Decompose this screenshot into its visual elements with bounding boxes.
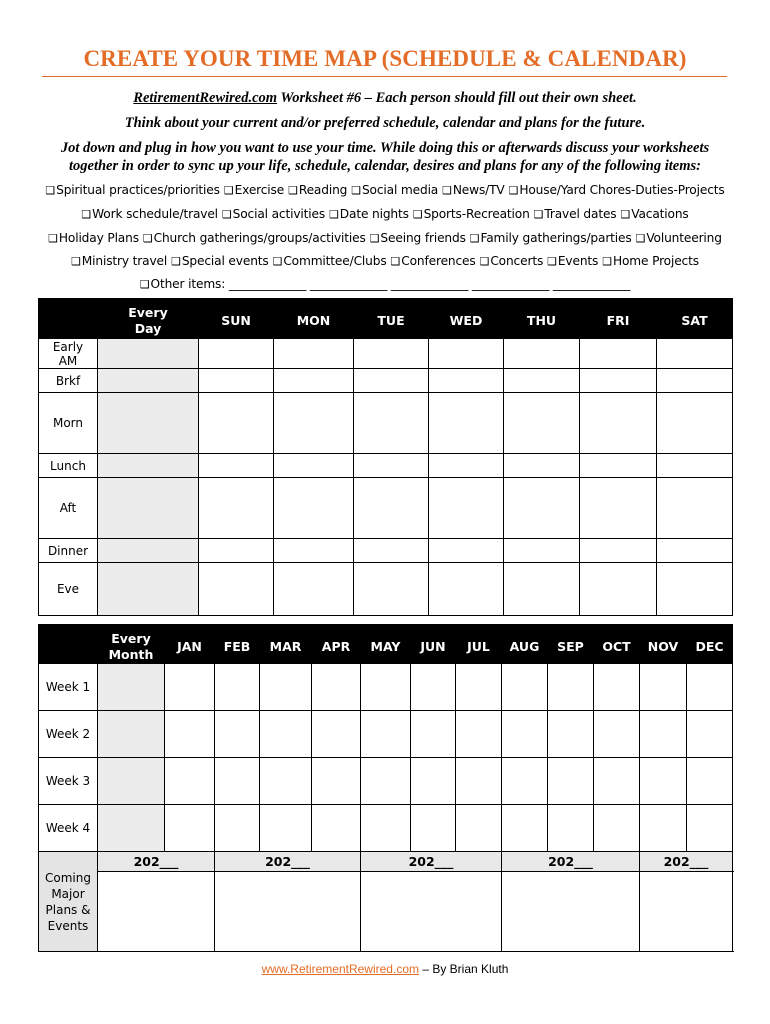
day-header-tue: TUE bbox=[354, 299, 429, 339]
activity-item[interactable] bbox=[621, 207, 689, 221]
every-month-cell[interactable] bbox=[98, 664, 165, 711]
plans-cell[interactable] bbox=[640, 872, 733, 952]
every-day-cell[interactable] bbox=[98, 369, 199, 393]
activity-items-line bbox=[0, 254, 770, 268]
activity-item[interactable] bbox=[143, 231, 366, 245]
every-month-cell[interactable] bbox=[98, 711, 165, 758]
activity-item[interactable] bbox=[442, 183, 505, 197]
schedule-cell[interactable] bbox=[580, 393, 657, 454]
day-header-sat: SAT bbox=[657, 299, 733, 339]
checkbox-icon[interactable]: ❑ bbox=[272, 255, 283, 268]
schedule-cell[interactable] bbox=[504, 454, 580, 478]
calendar-cell[interactable] bbox=[502, 711, 548, 758]
intro-line-3a: Jot down and plug in how you want to use your time. While doing this or afterwards discuss your worksheets bbox=[60, 140, 710, 156]
plans-row bbox=[39, 872, 733, 952]
calendar-cell[interactable] bbox=[502, 805, 548, 852]
checkbox-icon[interactable]: ❑ bbox=[390, 255, 401, 268]
calendar-cell[interactable] bbox=[260, 758, 312, 805]
intro-line-3b: together in order to sync up your life, schedule, calendar, desires and plans for any of the following items: bbox=[69, 158, 701, 174]
year-row bbox=[39, 852, 733, 872]
year-field[interactable]: 202___ bbox=[502, 852, 640, 872]
activity-item-label: Seeing friends bbox=[380, 231, 466, 245]
schedule-cell[interactable] bbox=[274, 454, 354, 478]
month-header-jun: JUN bbox=[411, 625, 456, 664]
activity-item[interactable] bbox=[71, 254, 167, 268]
checkbox-icon[interactable]: ❑ bbox=[288, 184, 298, 197]
activity-item[interactable] bbox=[602, 254, 699, 268]
calendar-cell[interactable] bbox=[411, 758, 456, 805]
calendar-cell[interactable] bbox=[456, 711, 502, 758]
schedule-cell[interactable] bbox=[580, 563, 657, 616]
activity-item[interactable] bbox=[171, 254, 268, 268]
calendar-cell[interactable] bbox=[502, 758, 548, 805]
time-slot-row bbox=[39, 563, 733, 616]
footer-link[interactable]: www.RetirementRewired.com bbox=[261, 962, 419, 976]
time-slot-row bbox=[39, 369, 733, 393]
title-divider bbox=[42, 76, 727, 77]
coming-plans-label: Coming Major Plans & Events bbox=[39, 852, 98, 952]
checkbox-icon[interactable]: ❑ bbox=[139, 278, 150, 291]
time-slot-label: Morn bbox=[39, 393, 98, 454]
calendar-cell[interactable] bbox=[165, 664, 215, 711]
calendar-cell[interactable] bbox=[640, 664, 687, 711]
schedule-cell[interactable] bbox=[580, 539, 657, 563]
schedule-cell[interactable] bbox=[657, 369, 733, 393]
footer bbox=[0, 962, 770, 976]
intro-line-2: Think about your current and/or preferred schedule, calendar and plans for the future. bbox=[124, 115, 646, 131]
time-slot-label: Lunch bbox=[39, 454, 98, 478]
schedule-cell[interactable] bbox=[199, 539, 274, 563]
schedule-cell[interactable] bbox=[657, 563, 733, 616]
day-header-mon: MON bbox=[274, 299, 354, 339]
checkbox-icon[interactable]: ❑ bbox=[533, 208, 544, 221]
activity-item[interactable] bbox=[329, 207, 409, 221]
every-day-header: Every Day bbox=[98, 299, 199, 339]
activity-item-label: Reading bbox=[298, 183, 348, 197]
site-name: RetirementRewired.com bbox=[133, 90, 278, 106]
page-title: CREATE YOUR TIME MAP (SCHEDULE & CALENDAR) bbox=[83, 46, 687, 71]
schedule-cell[interactable] bbox=[429, 539, 504, 563]
checkbox-icon[interactable]: ❑ bbox=[469, 232, 480, 245]
calendar-cell[interactable] bbox=[260, 664, 312, 711]
activity-item-label: Conferences bbox=[401, 254, 476, 268]
week-row bbox=[39, 664, 733, 711]
activity-item[interactable] bbox=[45, 183, 219, 197]
plans-cell[interactable] bbox=[361, 872, 502, 952]
checkbox-icon[interactable]: ❑ bbox=[635, 232, 646, 245]
year-field[interactable]: 202___ bbox=[640, 852, 733, 872]
activity-item[interactable] bbox=[547, 254, 598, 268]
activity-item-label: Spiritual practices/priorities bbox=[56, 183, 220, 197]
month-header-sep: SEP bbox=[548, 625, 594, 664]
activity-item-label: Date nights bbox=[339, 207, 409, 221]
calendar-cell[interactable] bbox=[215, 711, 260, 758]
every-day-cell[interactable] bbox=[98, 339, 199, 369]
calendar-cell[interactable] bbox=[640, 711, 687, 758]
calendar-cell[interactable] bbox=[687, 805, 733, 852]
month-header-nov: NOV bbox=[640, 625, 687, 664]
every-day-cell[interactable] bbox=[98, 393, 199, 454]
weekly-schedule-table bbox=[38, 298, 733, 616]
week-row bbox=[39, 805, 733, 852]
schedule-cell[interactable] bbox=[504, 478, 580, 539]
calendar-cell[interactable] bbox=[456, 758, 502, 805]
time-slot-row bbox=[39, 454, 733, 478]
schedule-cell[interactable] bbox=[199, 478, 274, 539]
month-header-aug: AUG bbox=[502, 625, 548, 664]
every-day-cell[interactable] bbox=[98, 539, 199, 563]
schedule-cell[interactable] bbox=[274, 478, 354, 539]
schedule-cell[interactable] bbox=[504, 563, 580, 616]
time-slot-label: Dinner bbox=[39, 539, 98, 563]
calendar-cell[interactable] bbox=[361, 805, 411, 852]
week-label: Week 2 bbox=[39, 711, 98, 758]
intro-line-1 bbox=[0, 89, 770, 108]
activity-items-line bbox=[0, 231, 770, 245]
calendar-cell[interactable] bbox=[687, 711, 733, 758]
activity-item-label: Holiday Plans bbox=[58, 231, 139, 245]
calendar-cell[interactable] bbox=[165, 711, 215, 758]
activity-item-label: Family gatherings/parties bbox=[480, 231, 632, 245]
calendar-cell[interactable] bbox=[594, 664, 640, 711]
year-field[interactable]: 202___ bbox=[361, 852, 502, 872]
schedule-cell[interactable] bbox=[657, 539, 733, 563]
calendar-cell[interactable] bbox=[548, 758, 594, 805]
activity-item-label: Concerts bbox=[490, 254, 544, 268]
activity-item[interactable] bbox=[370, 231, 466, 245]
corner-cell bbox=[39, 625, 98, 664]
calendar-cell[interactable] bbox=[165, 758, 215, 805]
calendar-cell[interactable] bbox=[260, 711, 312, 758]
calendar-cell[interactable] bbox=[215, 758, 260, 805]
checkbox-icon[interactable]: ❑ bbox=[48, 232, 58, 245]
schedule-cell[interactable] bbox=[429, 478, 504, 539]
activity-item[interactable] bbox=[391, 254, 476, 268]
schedule-cell[interactable] bbox=[274, 563, 354, 616]
schedule-cell[interactable] bbox=[504, 393, 580, 454]
worksheet-text: Worksheet #6 – Each person should fill out their own sheet. bbox=[277, 90, 637, 106]
checkbox-icon[interactable]: ❑ bbox=[369, 232, 380, 245]
checkbox-icon[interactable]: ❑ bbox=[412, 208, 423, 221]
schedule-cell[interactable] bbox=[580, 454, 657, 478]
month-header-may: MAY bbox=[361, 625, 411, 664]
schedule-cell[interactable] bbox=[274, 339, 354, 369]
schedule-cell[interactable] bbox=[274, 369, 354, 393]
time-slot-label: Aft bbox=[39, 478, 98, 539]
month-header-jul: JUL bbox=[456, 625, 502, 664]
activity-item-label: Vacations bbox=[631, 207, 689, 221]
activity-item[interactable] bbox=[413, 207, 530, 221]
every-day-cell[interactable] bbox=[98, 563, 199, 616]
calendar-cell[interactable] bbox=[594, 805, 640, 852]
week-label: Week 3 bbox=[39, 758, 98, 805]
activity-item[interactable] bbox=[273, 254, 387, 268]
schedule-cell[interactable] bbox=[580, 339, 657, 369]
calendar-cell[interactable] bbox=[312, 711, 361, 758]
activity-item-label: Ministry travel bbox=[81, 254, 168, 268]
month-header-apr: APR bbox=[312, 625, 361, 664]
schedule-cell[interactable] bbox=[657, 393, 733, 454]
schedule-cell[interactable] bbox=[657, 478, 733, 539]
activity-item-label: Social media bbox=[361, 183, 439, 197]
calendar-cell[interactable] bbox=[312, 805, 361, 852]
schedule-cell[interactable] bbox=[429, 339, 504, 369]
time-slot-row bbox=[39, 478, 733, 539]
every-day-cell[interactable] bbox=[98, 454, 199, 478]
activity-item-label: Exercise bbox=[234, 183, 285, 197]
activity-item[interactable] bbox=[480, 254, 544, 268]
footer-author: – By Brian Kluth bbox=[419, 962, 509, 976]
time-slot-label: Brkf bbox=[39, 369, 98, 393]
other-items-line bbox=[0, 277, 770, 291]
activity-item-label: Travel dates bbox=[544, 207, 617, 221]
activity-item[interactable] bbox=[470, 231, 632, 245]
activity-item-label: Social activities bbox=[232, 207, 326, 221]
activity-items-line bbox=[0, 183, 770, 197]
week-label: Week 1 bbox=[39, 664, 98, 711]
other-items-text: Other items: _____________ _____________ _____________ _____________ _____________ bbox=[150, 277, 631, 291]
activity-item[interactable] bbox=[509, 183, 725, 197]
time-slot-label: Eve bbox=[39, 563, 98, 616]
week-row bbox=[39, 711, 733, 758]
activity-item-label: Sports-Recreation bbox=[423, 207, 530, 221]
plans-cell[interactable] bbox=[215, 872, 361, 952]
every-month-cell[interactable] bbox=[98, 758, 165, 805]
time-slot-label: Early AM bbox=[39, 339, 98, 369]
checkbox-icon[interactable]: ❑ bbox=[620, 208, 631, 221]
schedule-cell[interactable] bbox=[199, 563, 274, 616]
calendar-cell[interactable] bbox=[502, 664, 548, 711]
day-header-sun: SUN bbox=[199, 299, 274, 339]
plans-cell[interactable] bbox=[98, 872, 215, 952]
schedule-cell[interactable] bbox=[580, 478, 657, 539]
calendar-cell[interactable] bbox=[548, 711, 594, 758]
calendar-cell[interactable] bbox=[361, 664, 411, 711]
calendar-cell[interactable] bbox=[456, 805, 502, 852]
week-label: Week 4 bbox=[39, 805, 98, 852]
time-slot-row bbox=[39, 539, 733, 563]
calendar-cell[interactable] bbox=[640, 758, 687, 805]
plans-cell[interactable] bbox=[502, 872, 640, 952]
calendar-cell[interactable] bbox=[215, 664, 260, 711]
activity-item-label: Volunteering bbox=[646, 231, 722, 245]
schedule-cell[interactable] bbox=[429, 393, 504, 454]
every-day-cell[interactable] bbox=[98, 478, 199, 539]
schedule-cell[interactable] bbox=[274, 539, 354, 563]
activity-item-label: Work schedule/travel bbox=[92, 207, 218, 221]
schedule-cell[interactable] bbox=[274, 393, 354, 454]
month-header-dec: DEC bbox=[687, 625, 733, 664]
month-header-jan: JAN bbox=[165, 625, 215, 664]
year-field[interactable]: 202___ bbox=[215, 852, 361, 872]
calendar-cell[interactable] bbox=[411, 805, 456, 852]
day-header-fri: FRI bbox=[580, 299, 657, 339]
calendar-cell[interactable] bbox=[361, 758, 411, 805]
schedule-cell[interactable] bbox=[354, 339, 429, 369]
schedule-cell[interactable] bbox=[429, 563, 504, 616]
schedule-cell[interactable] bbox=[199, 369, 274, 393]
activity-item[interactable] bbox=[222, 207, 325, 221]
calendar-cell[interactable] bbox=[640, 805, 687, 852]
schedule-cell[interactable] bbox=[504, 369, 580, 393]
checkbox-icon[interactable]: ❑ bbox=[171, 255, 181, 268]
activity-item[interactable] bbox=[351, 183, 438, 197]
activity-item-label: Committee/Clubs bbox=[283, 254, 387, 268]
checkbox-icon[interactable]: ❑ bbox=[479, 255, 490, 268]
checkbox-icon[interactable]: ❑ bbox=[329, 208, 339, 221]
time-slot-row bbox=[39, 393, 733, 454]
activity-item[interactable] bbox=[48, 231, 139, 245]
checkbox-icon[interactable]: ❑ bbox=[71, 255, 81, 268]
activity-item[interactable] bbox=[288, 183, 347, 197]
schedule-cell[interactable] bbox=[657, 339, 733, 369]
corner-cell bbox=[39, 299, 98, 339]
schedule-cell[interactable] bbox=[199, 454, 274, 478]
day-header-thu: THU bbox=[504, 299, 580, 339]
activity-item[interactable] bbox=[224, 183, 284, 197]
calendar-cell[interactable] bbox=[687, 758, 733, 805]
schedule-cell[interactable] bbox=[657, 454, 733, 478]
time-slot-row bbox=[39, 339, 733, 369]
day-header-wed: WED bbox=[429, 299, 504, 339]
every-month-cell[interactable] bbox=[98, 805, 165, 852]
checkbox-icon[interactable]: ❑ bbox=[602, 255, 612, 268]
calendar-cell[interactable] bbox=[548, 805, 594, 852]
activity-item-label: House/Yard Chores-Duties-Projects bbox=[519, 183, 725, 197]
calendar-cell[interactable] bbox=[165, 805, 215, 852]
year-field[interactable]: 202___ bbox=[98, 852, 215, 872]
calendar-cell[interactable] bbox=[361, 711, 411, 758]
activity-item-label: Events bbox=[557, 254, 599, 268]
activity-item[interactable] bbox=[636, 231, 722, 245]
checkbox-icon[interactable]: ❑ bbox=[81, 208, 92, 221]
checkbox-icon[interactable]: ❑ bbox=[221, 208, 232, 221]
schedule-cell[interactable] bbox=[504, 339, 580, 369]
checkbox-icon[interactable]: ❑ bbox=[547, 255, 557, 268]
monthly-calendar-table bbox=[38, 624, 733, 952]
checkbox-icon[interactable]: ❑ bbox=[508, 184, 519, 197]
activity-item[interactable] bbox=[534, 207, 617, 221]
calendar-cell[interactable] bbox=[456, 664, 502, 711]
month-header-mar: MAR bbox=[260, 625, 312, 664]
calendar-cell[interactable] bbox=[312, 758, 361, 805]
activity-item-label: Church gatherings/groups/activities bbox=[153, 231, 366, 245]
every-month-header: Every Month bbox=[98, 625, 165, 664]
calendar-cell[interactable] bbox=[687, 664, 733, 711]
activity-item-label: News/TV bbox=[452, 183, 505, 197]
activity-items-line bbox=[0, 207, 770, 221]
activity-item-label: Special events bbox=[181, 254, 269, 268]
schedule-cell[interactable] bbox=[429, 369, 504, 393]
calendar-cell[interactable] bbox=[594, 711, 640, 758]
schedule-cell[interactable] bbox=[199, 393, 274, 454]
calendar-cell[interactable] bbox=[411, 664, 456, 711]
schedule-cell[interactable] bbox=[354, 454, 429, 478]
checkbox-icon[interactable]: ❑ bbox=[142, 232, 153, 245]
activity-item[interactable] bbox=[81, 207, 218, 221]
checkbox-icon[interactable]: ❑ bbox=[351, 184, 361, 197]
checkbox-icon[interactable]: ❑ bbox=[223, 184, 234, 197]
month-header-feb: FEB bbox=[215, 625, 260, 664]
week-row bbox=[39, 758, 733, 805]
month-header-oct: OCT bbox=[594, 625, 640, 664]
schedule-cell[interactable] bbox=[199, 339, 274, 369]
calendar-cell[interactable] bbox=[260, 805, 312, 852]
calendar-cell[interactable] bbox=[548, 664, 594, 711]
calendar-cell[interactable] bbox=[312, 664, 361, 711]
calendar-cell[interactable] bbox=[594, 758, 640, 805]
checkbox-icon[interactable]: ❑ bbox=[45, 184, 56, 197]
schedule-cell[interactable] bbox=[354, 369, 429, 393]
checkbox-icon[interactable]: ❑ bbox=[442, 184, 452, 197]
calendar-cell[interactable] bbox=[215, 805, 260, 852]
calendar-cell[interactable] bbox=[411, 711, 456, 758]
schedule-cell[interactable] bbox=[354, 393, 429, 454]
schedule-cell[interactable] bbox=[429, 454, 504, 478]
schedule-cell[interactable] bbox=[354, 478, 429, 539]
schedule-cell[interactable] bbox=[504, 539, 580, 563]
activity-item-label: Home Projects bbox=[612, 254, 699, 268]
schedule-cell[interactable] bbox=[354, 563, 429, 616]
schedule-cell[interactable] bbox=[354, 539, 429, 563]
schedule-cell[interactable] bbox=[580, 369, 657, 393]
